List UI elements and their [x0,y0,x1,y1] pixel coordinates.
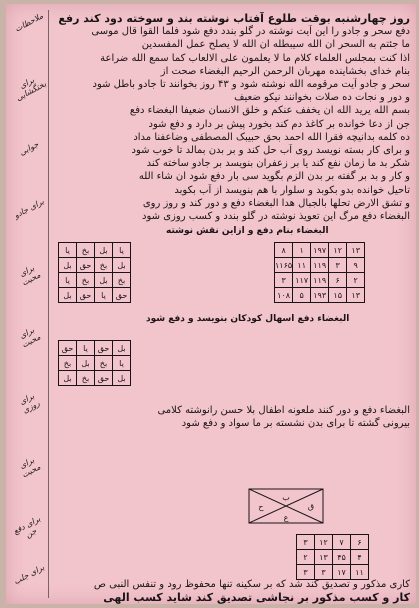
second-letter-square [58,340,131,386]
square-cell: ۱ [293,243,311,258]
square-cell: ۱۹۳ [311,288,329,303]
square-cell: ۱۱۹ [311,273,329,288]
square-cell: بخ [77,273,95,288]
square-cell: حق [95,341,113,356]
text-line: دفع سحر و جادو را این آیت نوشته در گلو بندد دفع شود فلما القوا قال موسی [91,26,410,38]
text-line: البغضاء دفع و دور کنند ملعونه اطفال بلا حسن رانوشته کلامی [157,405,410,416]
square-cell: ۲ [297,550,315,565]
square-cell: ۱۰۸ [275,288,293,303]
text-line: ده کلمه بدانیچه فقرا الله احمد بحق حبیبک المصطفی وضاعفنا مداد [133,131,410,143]
text-line: جن از دعا خوانده بر کاغذ دم کند بخورد پیش بر دارد و دفع شود [148,118,410,130]
amulet-heading: البغضاء دفع اسهال کودکان بنویسد و دفع شود [146,314,350,324]
square-cell: حق [59,341,77,356]
square-cell: ۱۹۷ [311,243,329,258]
square-cell: ۱۳ [347,288,365,303]
margin-note: برای روزی [18,391,42,416]
text-line: ما جئتم به السحر ان الله سیبطله ان الله لا یصلح عمل المفسدین [141,39,410,51]
square-cell: بل [113,371,131,386]
square-cell: بخ [77,243,95,258]
text-line: اذا کنت بمجلس العلماء کلام ما لا یعلمون علی الالعاب کما سمع الله ضراعة [100,52,410,64]
square-cell: بل [95,273,113,288]
square-cell: بل [113,258,131,273]
margin-note: برای جلب [12,562,46,587]
square-cell: ۸ [275,243,293,258]
seal-letter: ب [282,493,290,502]
square-cell: بل [59,371,77,386]
margin-note: برای جادو [12,196,46,221]
square-cell: ۳ [315,565,333,580]
margin-note: برای محبت [18,263,42,288]
square-cell: حق [77,288,95,303]
square-cell: ۶ [351,535,369,550]
square-cell: بل [59,288,77,303]
text-line: سحر و جادو آیت مرقومه الله نوشته شود و ۴۳ روز بخوانند تا جادو باطل شود [92,79,410,91]
text-line: تاحیل خوانده بدو بکوبد و سلوار با هم بنویسد از آب بکوبد [174,184,410,196]
square-cell: بخ [77,371,95,386]
square-cell: ۹ [347,258,365,273]
square-cell: ۴ [351,550,369,565]
text-line: بنام خدای بخشاینده مهربان الرحمن الرحیم البغضاء صحت از [160,65,410,77]
square-cell: ۵ [293,288,311,303]
square-cell: ۱۵ [329,288,347,303]
square-cell: ۱۱ [293,258,311,273]
square-cell: حق [95,371,113,386]
square-cell: بل [95,243,113,258]
square-cell: ۳ [297,535,315,550]
square-cell: یا [113,243,131,258]
manuscript-page [6,4,416,604]
margin-note: برای بختگشایی [14,75,48,103]
seal-letter: ع [283,513,289,522]
closing-line: کار و کسب مذکور بر نجاشی تصدیق کند شاید کسب الهی [103,591,410,605]
square-cell: بل [59,258,77,273]
square-cell: بخ [95,258,113,273]
closing-text [52,578,410,604]
square-cell: بل [113,341,131,356]
seal-letter: ح [258,502,264,511]
square-cell: ۱۲ [329,243,347,258]
text-line: بسم الله یرید الله ان یخفف عنکم و خلق الانسان ضعیفا البغضاء دفع [129,105,410,117]
square-cell: ۱۱۶۵ [275,258,293,273]
square-cell: حق [77,258,95,273]
square-cell: یا [77,341,95,356]
square-cell: ۳ [329,258,347,273]
square-cell: ۱۲ [315,535,333,550]
square-cell: حق [113,288,131,303]
square-cell: یا [59,273,77,288]
text-line: بیرونی گشته تا برای بدن نشسته بر ما سواد و دفع شود [181,418,410,430]
square-cell: بخ [59,356,77,371]
square-cell: ۱۱۹ [311,258,329,273]
text-line: کاری مذکور و تصدیق کند شد که بر سکینه تنها محفوظ رود و تنفس النبی ص [93,579,410,590]
text-line: روز چهارشنبه بوقت طلوع آفتاب نوشته بند و سوخته دود کند رفع [58,12,410,25]
square-cell: یا [95,288,113,303]
square-cell: ۱۱ [351,565,369,580]
square-heading: البغضاء بنام دفع و ازاین نقش نوشته [166,226,329,236]
margin-note: برای محبت [18,325,42,350]
number-square [274,242,365,303]
square-cell: ۳ [275,273,293,288]
text-line: البغضاء دفع مرگ این تعویذ نوشته در گلو بندد و کسب روزی شود [142,211,410,223]
seal-letter: ق [307,502,315,511]
square-cell: ۱۳ [315,550,333,565]
square-cell: ۳ [297,565,315,580]
margin-note: جوابی [17,139,41,158]
seal-diagram [247,487,325,525]
text-line: و تشق الارض تحلها بالجبال هدا البغضاء دفع و دور کند و روز روی [142,197,410,209]
margin-note: برای دفع جن [11,514,42,540]
margin-note: ملاحظات [13,11,45,34]
square-cell: یا [59,243,77,258]
square-cell: یا [113,356,131,371]
square-cell: ۴۵ [333,550,351,565]
margin-notes [6,4,48,604]
text-line: شکر بد ما زمان نفع کند یا بر زعفران بنویسد بر جادو ساخته کند [146,158,410,170]
square-cell: بل [77,356,95,371]
third-number-square [296,534,369,580]
margin-note: برای محبت [18,455,42,480]
main-text [52,12,410,223]
letter-square [58,242,131,303]
square-cell: بخ [95,356,113,371]
middle-text [52,404,410,430]
margin-rule [48,10,49,598]
text-line: و دور و نجات ده صلات بخوانند نیکو ضعیف [234,92,410,104]
square-cell: بخ [113,273,131,288]
square-cell: ۷ [333,535,351,550]
text-line: و برای کار بسته نویسد روی آب حل کند و بر بدن بمالد تا خوب شود [131,145,410,157]
square-cell: ۶ [329,273,347,288]
text-line: و کار و بد بر گفته بر بدن الزم بگوید سی بار دفع شود ان شاء الله [138,171,410,183]
square-cell: ۲ [347,273,365,288]
square-cell: ۱۳ [347,243,365,258]
square-cell: ۱۷ [333,565,351,580]
square-cell: ۱۱۷ [293,273,311,288]
